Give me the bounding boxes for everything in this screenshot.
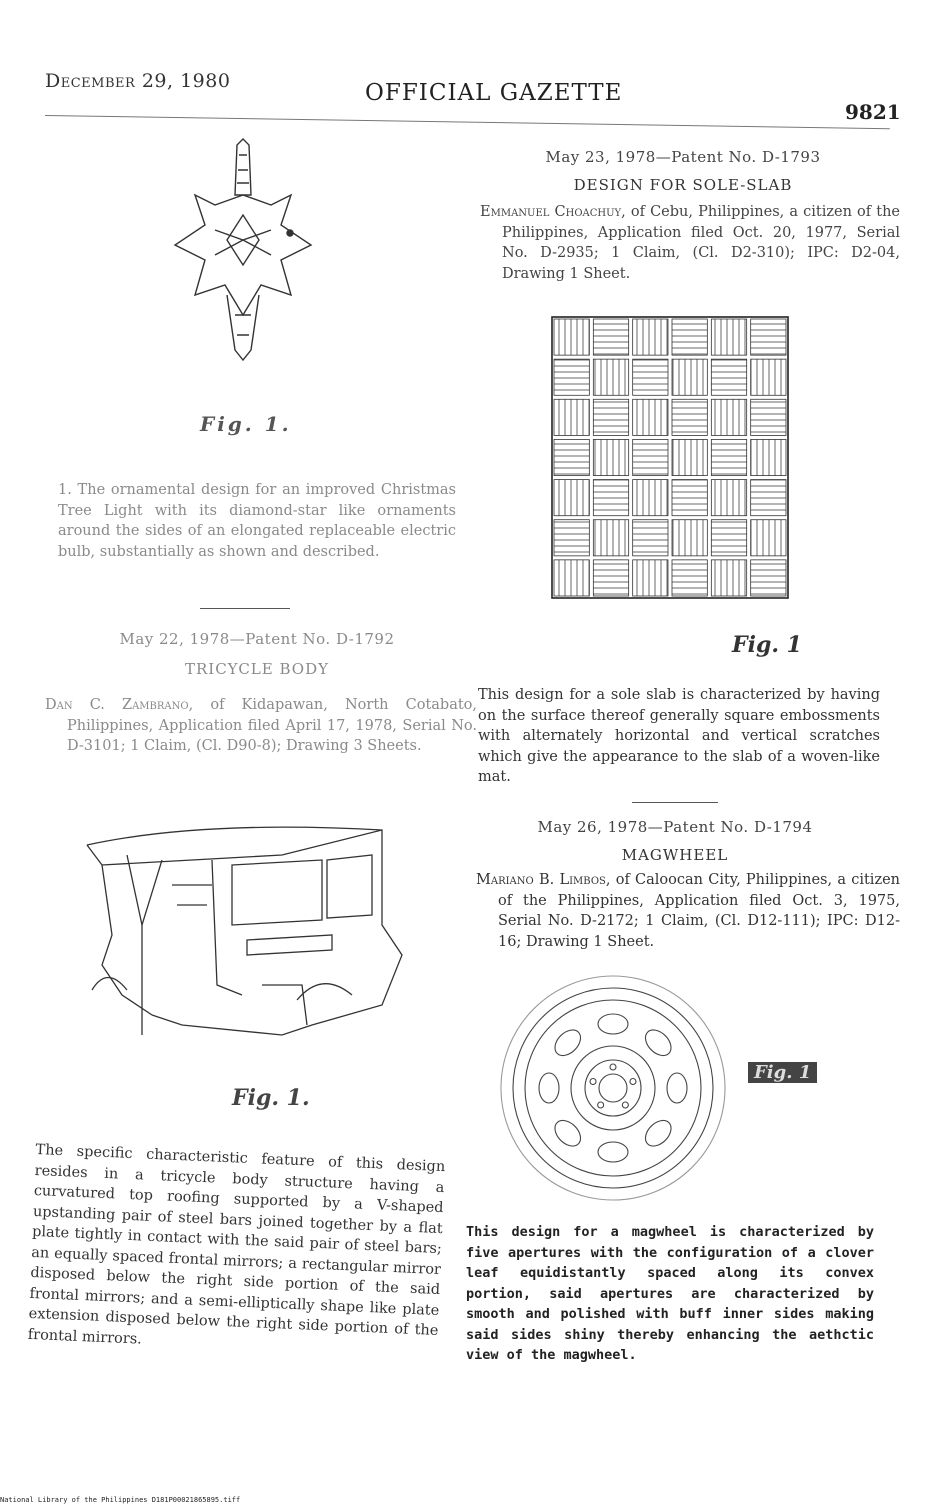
magwheel-aperture [598, 1142, 628, 1162]
sole-slab-embossment [711, 359, 746, 395]
magwheel-applicant [476, 870, 900, 952]
sole-slab-embossment [672, 359, 707, 395]
sole-slab-embossment [554, 399, 589, 435]
sole-slab-embossment [554, 520, 589, 556]
sole-slab-embossment [633, 359, 668, 395]
sole-slab-embossment [711, 520, 746, 556]
sole-slab-embossment [593, 480, 628, 516]
sole-slab-embossment [633, 319, 668, 355]
sole-slab-embossment [711, 480, 746, 516]
magwheel-title: MAGWHEEL [621, 846, 729, 864]
magwheel-aperture [539, 1073, 559, 1103]
section-divider-left [200, 608, 290, 609]
sole-slab-embossment [554, 560, 589, 596]
tricycle-applicant [45, 695, 477, 757]
sole-slab-embossment [672, 480, 707, 516]
magwheel-aperture [667, 1073, 687, 1103]
magwheel-aperture [641, 1025, 676, 1060]
sole-slab-embossment [593, 520, 628, 556]
christmas-light-drawing [165, 135, 325, 375]
sole-slab-embossment [751, 319, 786, 355]
sole-slab-embossment [633, 560, 668, 596]
magwheel-applicant-name: Mariano B. Limbos [476, 872, 606, 888]
magwheel-figure-label: Fig. 1 [748, 1062, 817, 1083]
sole-slab-embossment [672, 560, 707, 596]
sole-slab-applicant-name: Emmanuel Choachuy [480, 204, 622, 220]
magwheel-aperture [550, 1025, 585, 1060]
sole-slab-embossment [633, 520, 668, 556]
tricycle-body-drawing [82, 825, 412, 1055]
sole-slab-embossment [593, 359, 628, 395]
sole-slab-embossment [593, 439, 628, 475]
magwheel-bolt [590, 1079, 596, 1085]
magwheel-description: This design for a magwheel is characterized by five apertures with the configuration of a clover leaf equidistantly spaced along its convex portion, said apertures are characterized by smooth and polished with buff inner sides making said sides shiny thereby enhancing the aethctic view of the magwheel. [466, 1224, 874, 1363]
sole-slab-embossment [672, 319, 707, 355]
magwheel-bolt [598, 1102, 604, 1108]
sole-slab-title: DESIGN FOR SOLE-SLAB [573, 176, 793, 194]
tricycle-description: The specific characteristic feature of this design resides in a tricycle body structure having a curvatured top roofing supported by a V-shaped upstanding pair of steel bars joined together by a flat plate tightly in contact with the said pair of steel bars; an equally spaced frontal mirrors; a rectangular mirror disposed below the right side portion of the said frontal mirrors; and a semi-elliptically shape like plate extension disposed below the right side portion of the frontal mirrors. [27, 1141, 446, 1348]
sole-slab-figure-label: Fig. 1 [732, 632, 802, 658]
sole-slab-embossment [593, 399, 628, 435]
magwheel-aperture [550, 1116, 585, 1151]
sole-slab-embossment [711, 560, 746, 596]
sole-slab-embossment [751, 480, 786, 516]
sole-slab-embossment [633, 439, 668, 475]
sole-slab-embossment [554, 439, 589, 475]
sole-slab-embossment [751, 359, 786, 395]
tricycle-applicant-details: , of Kidapawan, North Cotabato, Philippines, Application filed April 17, 1978, Serial No. D-3101; 1 Claim, (Cl. D90-8); Drawing 3 Sheets. [67, 697, 478, 754]
sole-slab-embossment [554, 319, 589, 355]
sole-slab-embossment [633, 480, 668, 516]
section-divider-right [632, 802, 718, 803]
sole-slab-description: This design for a sole slab is characterized by having on the surface thereof generally square embossments with alternately horizontal and vertical scratches which give the appearance to the slab of a woven-like mat. [478, 687, 880, 785]
sole-slab-embossment [593, 560, 628, 596]
magwheel-aperture [598, 1014, 628, 1034]
magwheel-drawing [495, 970, 745, 1210]
tricycle-applicant-name: Dan C. Zambrano [45, 697, 189, 713]
sole-slab-embossment [751, 520, 786, 556]
sole-slab-embossment [672, 439, 707, 475]
publication-title: OFFICIAL GAZETTE [365, 80, 623, 106]
magwheel-bolt [610, 1064, 616, 1070]
magwheel-date-patent: May 26, 1978—Patent No. D-1794 [537, 818, 813, 836]
magwheel-aperture [641, 1116, 676, 1151]
christmas-light-claim: 1. The ornamental design for an improved Christmas Tree Light with its diamond-star like ornaments around the sides of an elongated replaceable electric bulb, substantially as shown and described. [58, 482, 456, 560]
sole-slab-embossment [751, 439, 786, 475]
tricycle-figure-label: Fig. 1. [232, 1085, 310, 1111]
sole-slab-embossment [711, 399, 746, 435]
header-date: December 29, 1980 [45, 70, 231, 92]
sole-slab-drawing [550, 315, 790, 600]
sole-slab-embossment [711, 439, 746, 475]
magwheel-bolt [622, 1102, 628, 1108]
sole-slab-embossment [751, 560, 786, 596]
sole-slab-embossment [751, 399, 786, 435]
sole-slab-embossment [554, 359, 589, 395]
sole-slab-embossment [672, 520, 707, 556]
scan-caption: National Library of the Philippines D181P00021865895.tiff [0, 1496, 241, 1504]
sole-slab-embossment [593, 319, 628, 355]
christmas-light-figure-label: Fig. 1. [200, 412, 292, 436]
tricycle-title: TRICYCLE BODY [184, 660, 330, 678]
header-rule [45, 115, 890, 129]
sole-slab-embossment [554, 480, 589, 516]
magwheel-applicant-details: , of Caloocan City, Philippines, a citizen of the Philippines, Application filed Oct. 3, 1975, Serial No. D-2172; 1 Claim, (Cl. D12-111); IPC: D12-16; Drawing 1 Sheet. [498, 872, 900, 950]
sole-slab-embossment [711, 319, 746, 355]
sole-slab-embossment [672, 399, 707, 435]
page-number: 9821 [845, 100, 901, 124]
sole-slab-date-patent: May 23, 1978—Patent No. D-1793 [545, 148, 821, 166]
sole-slab-applicant-details: , of Cebu, Philippines, a citizen of the Philippines, Application filed Oct. 20, 1977, Serial No. D-2935; 1 Claim, (Cl. D2-310); IPC: D2-04, Drawing 1 Sheet. [502, 204, 900, 282]
sole-slab-applicant [480, 202, 900, 284]
tricycle-date-patent: May 22, 1978—Patent No. D-1792 [119, 630, 395, 648]
magwheel-bolt [630, 1079, 636, 1085]
sole-slab-embossment [633, 399, 668, 435]
